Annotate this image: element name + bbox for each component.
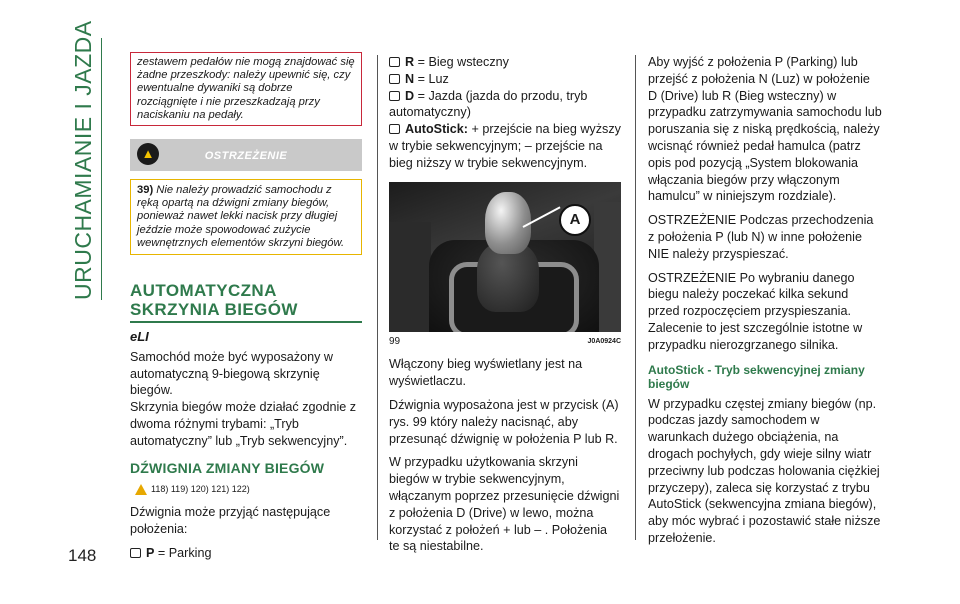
display-para: Włączony bieg wyświetlany jest na wyświetlaczu. (389, 357, 583, 389)
intro-para-1: Samochód może być wyposażony w automatyczną 9-biegową skrzynię biegów. (130, 349, 333, 398)
warning-para-2: OSTRZEŻENIE Po wybraniu danego biegu należy poczekać kilka sekund przed rozpoczęciem przyspieszania. Zalecenie to jest szczególnie istotne w przypadku nierozgrzanego silnika. (648, 270, 863, 352)
warning-text: zestawem pedałów nie mogą znajdować się żadne przeszkody: należy upewnić się, czy ewentualne dywaniki są dobrze rozciągnięte i nie przeszkadzają przy naciskaniu na pedały. (137, 56, 355, 121)
warning-refs-text: 118) 119) 120) 121) 122) (151, 484, 250, 495)
note-text: Nie należy prowadzić samochodu z ręką opartą na dźwigni zmiany biegów, ponieważ nawet lekki nacisk przy długiej jeździe może spowodować zużycie wewnętrznych elementów skrzyni biegów. (137, 184, 345, 249)
gear-lever-photo (389, 182, 621, 332)
column-divider-1 (377, 55, 378, 540)
autostick-heading: AutoStick - Tryb sekwencyjnej zmiany biegów (648, 362, 865, 391)
subsection-title: DŹWIGNIA ZMIANY BIEGÓW (130, 459, 325, 476)
column-2 (389, 54, 621, 555)
position-p: P = Parking (130, 545, 362, 562)
eco-leaf-icon: eLI (130, 329, 149, 345)
warning-box (130, 52, 362, 126)
position-autostick: AutoStick: + przejście na bieg wyższy w trybie sekwencyjnym; – przejście na bieg niższy w trybie sekwencyjnym. (389, 122, 621, 170)
positions-intro: Dźwignia może przyjąć następujące położenia: (130, 505, 331, 536)
note-number: 39) (137, 184, 154, 197)
section-title (130, 281, 362, 319)
callout-a: A (559, 204, 591, 236)
chapter-rule (101, 38, 102, 300)
note-box (130, 179, 362, 255)
column-3 (648, 54, 882, 547)
gear-knob (485, 192, 531, 254)
page-number: 148 (68, 546, 97, 565)
column-divider-2 (635, 55, 636, 540)
warning-triangle-icon (135, 484, 147, 495)
section-rule (130, 321, 362, 323)
sequential-para: W przypadku użytkowania skrzyni biegów w trybie sekwencyjnym, włączanym poprzez przesunięcie dźwigni z położenia D (Drive) w lewo, można korzystać z położeń + lub – . Położenia te są niestabilne. (389, 455, 620, 554)
ostrzezenie-banner (130, 139, 362, 171)
square-bullet-icon (389, 57, 400, 67)
square-bullet-icon (389, 91, 400, 101)
figure-code: J0A0924C (587, 337, 621, 345)
brake-para: Aby wyjść z położenia P (Parking) lub przejść z położenia N (Luz) w położenie D (Drive) lub R (Bieg wsteczny) w przypadku zatrzymywania samochodu lub poruszania się z niską prędkością, należy wcisnąć również pedał hamulca (patrz opis pod pozycją „System blokowania włączania biegów przy włączonym hamulcu” w niniejszym rozdziale). (648, 55, 882, 204)
section-title-line2: SKRZYNIA BIEGÓW (130, 300, 298, 320)
square-bullet-icon (130, 548, 141, 558)
intro-para-2: Skrzynia biegów może działać zgodnie z dwoma różnymi trybami: „Tryb automatyczny” lub „Tryb sekwencyjny”. (130, 400, 357, 448)
button-para: Dźwignia wyposażona jest w przycisk (A) rys. 99 który należy nacisnąć, aby przesunąć dźwignię w położenia P lub R. (389, 397, 619, 446)
column-1 (130, 52, 362, 562)
square-bullet-icon (389, 124, 400, 134)
position-d: D = Jazda (jazda do przodu, tryb automatyczny) (389, 88, 588, 120)
position-r: R = Bieg wsteczny (389, 54, 621, 71)
section-title-line1: AUTOMATYCZNA (130, 281, 277, 301)
warning-refs (130, 481, 362, 498)
car-skid-icon: ▲ (137, 143, 159, 165)
figure-caption (389, 334, 621, 351)
ostrzezenie-label: OSTRZEŻENIE (204, 150, 288, 163)
autostick-para: W przypadku częstej zmiany biegów (np. podczas jazdy samochodem w warunkach dużego obciążenia, na drogach pochyłych, gdy wieje silny wiatr przeciwny lub podczas holowania ciężkiej przyczepy), zaleca się korzystać z trybu AutoStick (sekwencyjna zmiana biegów), aby móc wybrać i pozostawić stałe niższe przełożenie. (648, 396, 881, 545)
warning-para-1: OSTRZEŻENIE Podczas przechodzenia z położenia P (lub N) w inne położenie NIE należy przyspieszać. (648, 213, 874, 261)
figure-number: 99 (389, 335, 401, 347)
square-bullet-icon (389, 74, 400, 84)
position-n: N = Luz (389, 71, 621, 88)
